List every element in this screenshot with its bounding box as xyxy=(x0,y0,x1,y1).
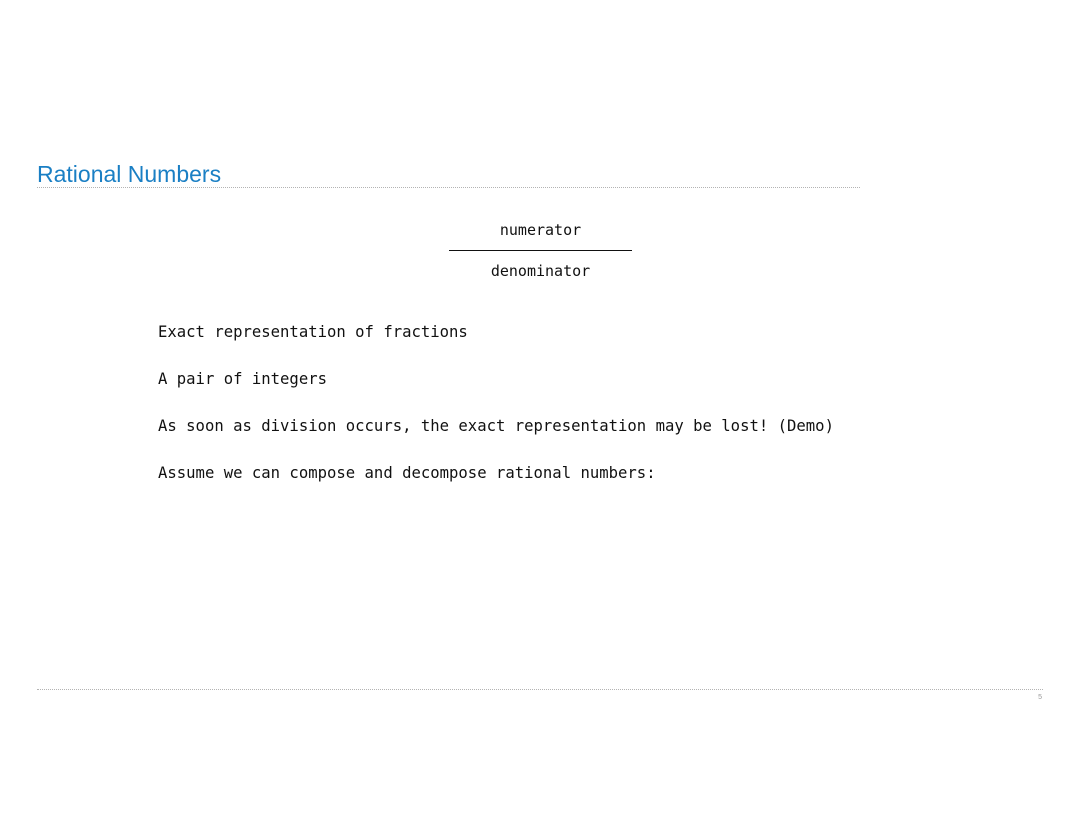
bullet-item: Assume we can compose and decompose rational numbers: xyxy=(158,464,656,482)
fraction-diagram xyxy=(449,218,632,283)
page-number: 5 xyxy=(1038,694,1042,701)
bullet-item: Exact representation of fractions xyxy=(158,323,468,341)
bullet-item: A pair of integers xyxy=(158,370,327,388)
slide-title: Rational Numbers xyxy=(37,161,222,187)
fraction-numerator: numerator xyxy=(499,221,582,239)
footer-divider xyxy=(37,689,1043,690)
fraction-denominator: denominator xyxy=(490,262,591,280)
title-divider xyxy=(37,187,860,188)
fraction-bar xyxy=(449,250,632,251)
bullet-item: As soon as division occurs, the exact representation may be lost! (Demo) xyxy=(158,417,834,435)
bullet-list xyxy=(158,320,834,508)
